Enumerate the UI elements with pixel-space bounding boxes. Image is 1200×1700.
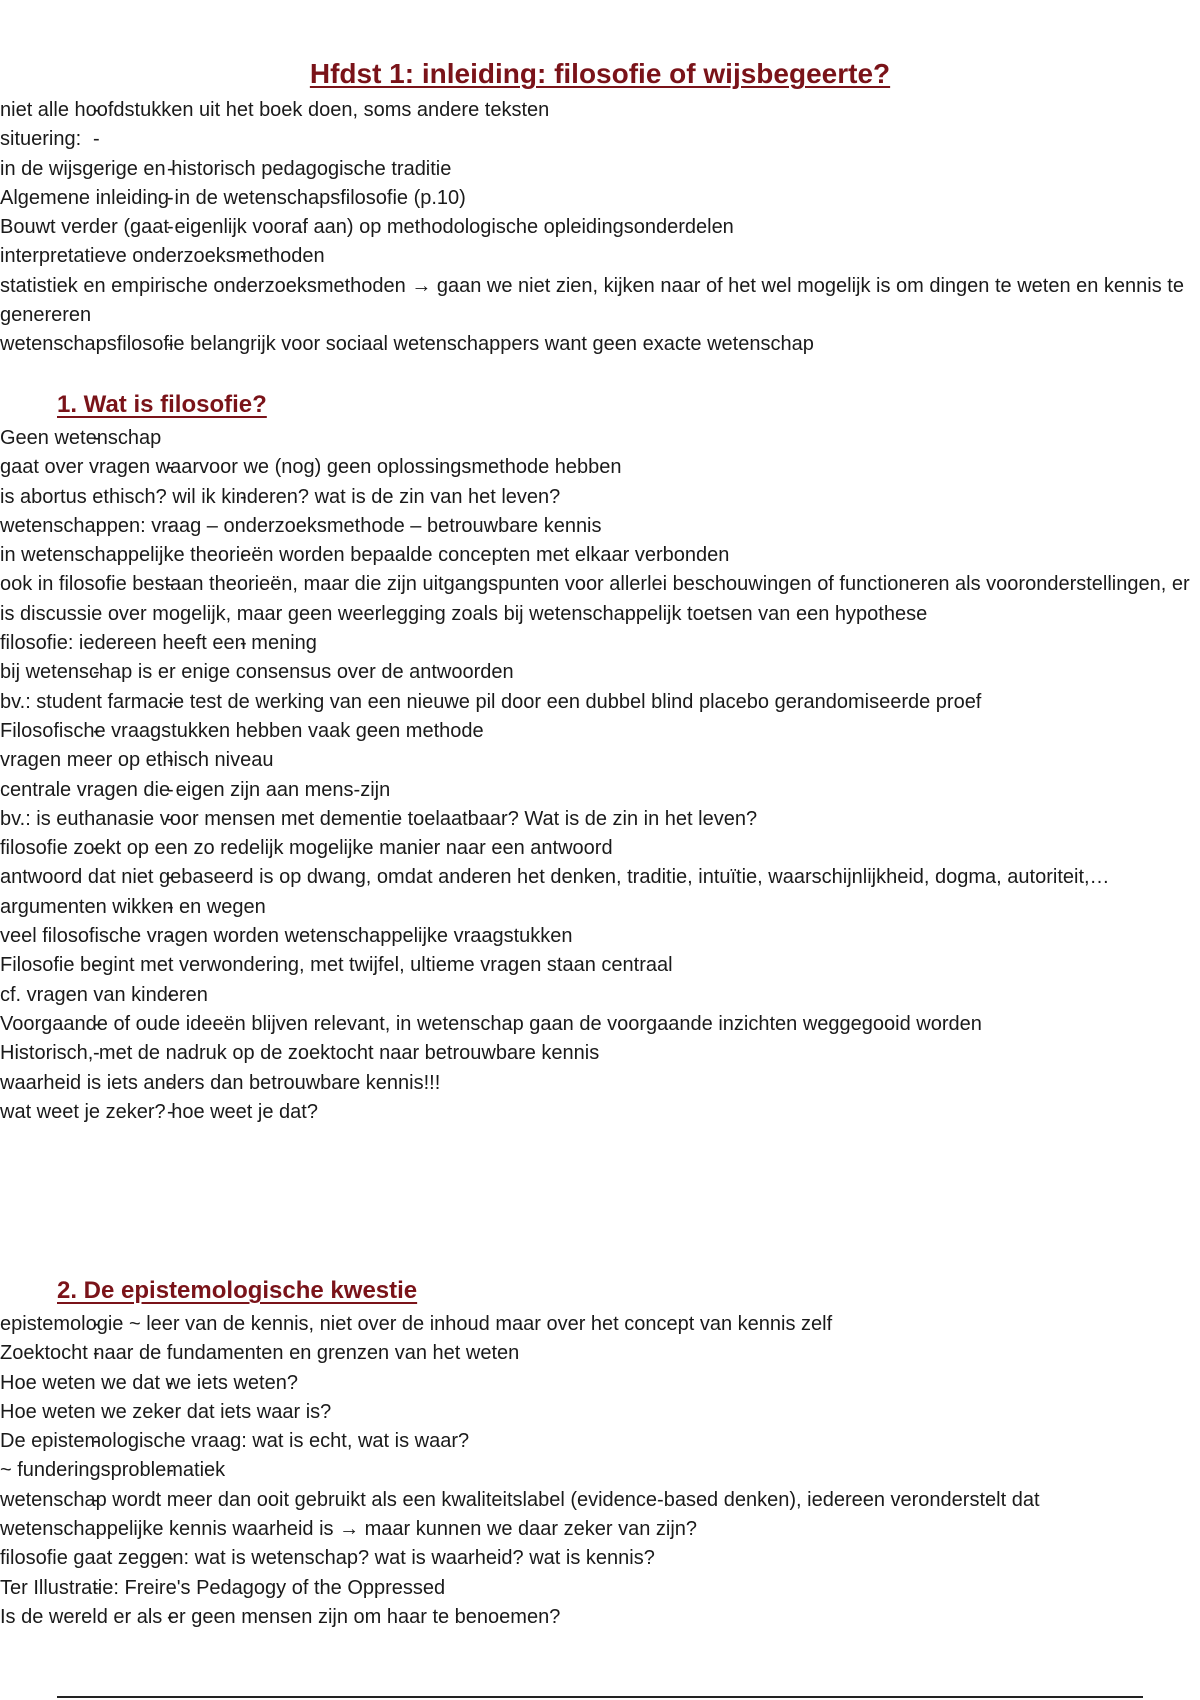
section-1-list xyxy=(0,424,1200,1127)
list-item: - in de wijsgerige en historisch pedagogische traditie xyxy=(0,155,1200,184)
list-item: - Historisch, met de nadruk op de zoektocht naar betrouwbare kennis xyxy=(0,1039,1200,1068)
list-item: - antwoord dat niet gebaseerd is op dwang, omdat anderen het denken, traditie, intuïtie, waarschijnlijkheid, dogma, autoriteit,… xyxy=(0,863,1200,892)
section-2-list xyxy=(0,1310,1200,1632)
list-item: - Voorgaande of oude ideeën blijven relevant, in wetenschap gaan de voorgaande inzichten weggegooid worden xyxy=(0,1010,1200,1039)
list-item: - Zoektocht naar de fundamenten en grenzen van het weten xyxy=(0,1339,1200,1368)
list-item: - Algemene inleiding in de wetenschapsfilosofie (p.10) xyxy=(0,184,1200,213)
list-item: - vragen meer op ethisch niveau xyxy=(0,746,1200,775)
list-item: - Hoe weten we dat we iets weten? xyxy=(0,1369,1200,1398)
page-title: Hfdst 1: inleiding: filosofie of wijsbegeerte? xyxy=(309,58,891,89)
list-item: - ~ funderingsproblematiek xyxy=(0,1456,1200,1485)
list-item: - Geen wetenschap xyxy=(0,424,1200,453)
list-item: - interpretatieve onderzoeksmethoden xyxy=(0,242,1200,271)
list-item: - argumenten wikken en wegen xyxy=(0,893,1200,922)
list-item: - wetenschapsfilosofie belangrijk voor sociaal wetenschappers want geen exacte wetenschap xyxy=(0,330,1200,359)
list-item: - wetenschap wordt meer dan ooit gebruikt als een kwaliteitslabel (evidence-based denken), iedereen veronderstelt dat wetenschappelijke kennis waarheid is → maar kunnen we daar zeker van zijn? xyxy=(0,1486,1200,1545)
list-item: - Ter Illustratie: Freire's Pedagogy of the Oppressed xyxy=(0,1574,1200,1603)
list-item: - filosofie: iedereen heeft een mening xyxy=(0,629,1200,658)
list-item: - wetenschappen: vraag – onderzoeksmethode – betrouwbare kennis xyxy=(0,512,1200,541)
list-item: - bij wetenschap is er enige consensus over de antwoorden xyxy=(0,658,1200,687)
list-item: - De epistemologische vraag: wat is echt, wat is waar? xyxy=(0,1427,1200,1456)
section-heading-wat-is-filosofie: 1. Wat is filosofie? xyxy=(57,391,267,418)
page-divider xyxy=(57,1696,1143,1698)
list-item: - ook in filosofie bestaan theorieën, maar die zijn uitgangspunten voor allerlei beschouwingen of functioneren als vooronderstellingen, er is discussie over mogelijk, maar geen weerlegging zoals bij wetenschappelijk toetsen van een hypothese xyxy=(0,570,1200,629)
list-item: - veel filosofische vragen worden wetenschappelijke vraagstukken xyxy=(0,922,1200,951)
list-item: - waarheid is iets anders dan betrouwbare kennis!!! xyxy=(0,1069,1200,1098)
list-item: - gaat over vragen waarvoor we (nog) geen oplossingsmethode hebben xyxy=(0,453,1200,482)
list-item: - in wetenschappelijke theorieën worden bepaalde concepten met elkaar verbonden xyxy=(0,541,1200,570)
list-item: - filosofie gaat zeggen: wat is wetenschap? wat is waarheid? wat is kennis? xyxy=(0,1544,1200,1573)
list-item: - is abortus ethisch? wil ik kinderen? wat is de zin van het leven? xyxy=(0,483,1200,512)
intro-list xyxy=(0,96,1200,360)
list-item: - epistemologie ~ leer van de kennis, niet over de inhoud maar over het concept van kennis zelf xyxy=(0,1310,1200,1339)
list-item: - Filosofie begint met verwondering, met twijfel, ultieme vragen staan centraal xyxy=(0,951,1200,980)
list-item: - filosofie zoekt op een zo redelijk mogelijke manier naar een antwoord xyxy=(0,834,1200,863)
list-item: - Hoe weten we zeker dat iets waar is? xyxy=(0,1398,1200,1427)
list-item: - Filosofische vraagstukken hebben vaak geen methode xyxy=(0,717,1200,746)
list-item: - Is de wereld er als er geen mensen zijn om haar te benoemen? xyxy=(0,1603,1200,1632)
section-heading-epistemologische-kwestie: 2. De epistemologische kwestie xyxy=(57,1277,418,1304)
list-item: - situering: xyxy=(0,125,1200,154)
list-item: - bv.: is euthanasie voor mensen met dementie toelaatbaar? Wat is de zin in het leven? xyxy=(0,805,1200,834)
list-item: - wat weet je zeker? hoe weet je dat? xyxy=(0,1098,1200,1127)
list-item: - statistiek en empirische onderzoeksmethoden → gaan we niet zien, kijken naar of het wel mogelijk is om dingen te weten en kennis te genereren xyxy=(0,272,1200,331)
list-item: - niet alle hoofdstukken uit het boek doen, soms andere teksten xyxy=(0,96,1200,125)
list-item: - bv.: student farmacie test de werking van een nieuwe pil door een dubbel blind placebo gerandomiseerde proef xyxy=(0,688,1200,717)
list-item: - centrale vragen die eigen zijn aan mens-zijn xyxy=(0,776,1200,805)
list-item: - cf. vragen van kinderen xyxy=(0,981,1200,1010)
list-item: - Bouwt verder (gaat eigenlijk vooraf aan) op methodologische opleidingsonderdelen xyxy=(0,213,1200,242)
